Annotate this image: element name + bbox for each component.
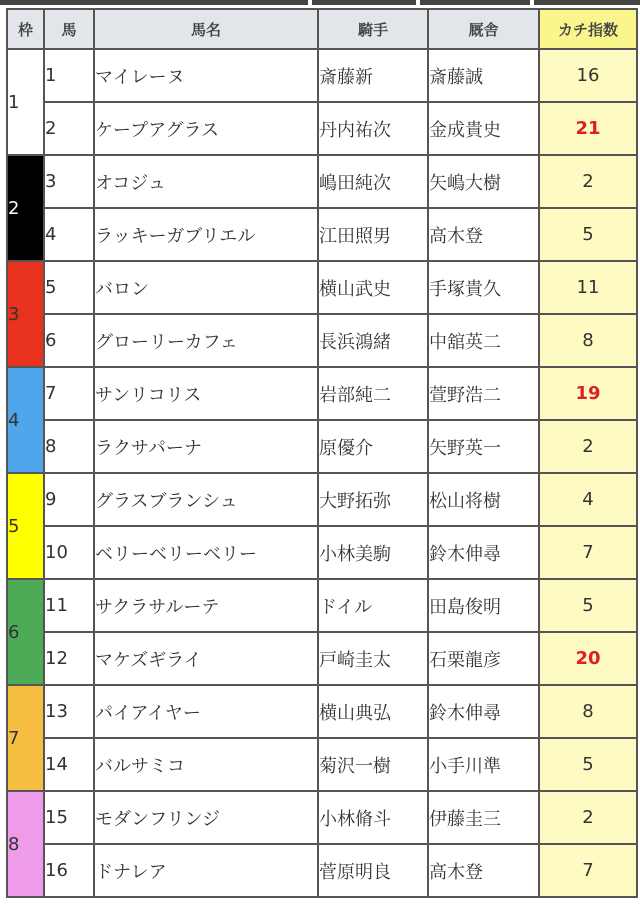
table-row[interactable]: [7, 208, 637, 261]
horse-name: ベリーベリーベリー: [94, 526, 318, 579]
frame-cell: 4: [7, 367, 44, 473]
table-row[interactable]: [7, 473, 637, 526]
kachi-index-value: 19: [539, 367, 637, 420]
trainer-name: 高木登: [428, 208, 539, 261]
table-row[interactable]: [7, 102, 637, 155]
table-row[interactable]: [7, 420, 637, 473]
trainer-name: 鈴木伸尋: [428, 526, 539, 579]
horse-number: 9: [44, 473, 94, 526]
table-row[interactable]: [7, 314, 637, 367]
table-row[interactable]: [7, 632, 637, 685]
jockey-name: 戸崎圭太: [318, 632, 428, 685]
horse-number: 4: [44, 208, 94, 261]
horse-name: オコジュ: [94, 155, 318, 208]
horse-number: 1: [44, 49, 94, 102]
kachi-index-value: 7: [539, 844, 637, 897]
header-kachi-index: カチ指数: [539, 9, 637, 49]
horse-name: サンリコリス: [94, 367, 318, 420]
kachi-index-value: 2: [539, 791, 637, 844]
table-row[interactable]: [7, 155, 637, 208]
top-divider: [0, 0, 640, 8]
jockey-name: 小林脩斗: [318, 791, 428, 844]
header-trainer: 厩舎: [428, 9, 539, 49]
horse-number: 5: [44, 261, 94, 314]
horse-name: ラッキーガブリエル: [94, 208, 318, 261]
horse-name: グローリーカフェ: [94, 314, 318, 367]
jockey-name: ドイル: [318, 579, 428, 632]
jockey-name: 菅原明良: [318, 844, 428, 897]
kachi-index-value: 16: [539, 49, 637, 102]
kachi-index-value: 5: [539, 738, 637, 791]
jockey-name: 丹内祐次: [318, 102, 428, 155]
kachi-index-value: 8: [539, 314, 637, 367]
jockey-name: 横山典弘: [318, 685, 428, 738]
horse-number: 10: [44, 526, 94, 579]
trainer-name: 萱野浩二: [428, 367, 539, 420]
jockey-name: 長浜鴻緒: [318, 314, 428, 367]
kachi-index-value: 8: [539, 685, 637, 738]
trainer-name: 手塚貴久: [428, 261, 539, 314]
horse-name: バロン: [94, 261, 318, 314]
horse-number: 7: [44, 367, 94, 420]
horse-name: マイレーヌ: [94, 49, 318, 102]
kachi-index-value: 20: [539, 632, 637, 685]
horse-name: グラスブランシュ: [94, 473, 318, 526]
trainer-name: 小手川準: [428, 738, 539, 791]
jockey-name: 岩部純二: [318, 367, 428, 420]
trainer-name: 伊藤圭三: [428, 791, 539, 844]
frame-cell: 6: [7, 579, 44, 685]
frame-cell: 5: [7, 473, 44, 579]
frame-cell: 7: [7, 685, 44, 791]
jockey-name: 江田照男: [318, 208, 428, 261]
table-row[interactable]: [7, 367, 637, 420]
horse-number: 11: [44, 579, 94, 632]
header-horse-name: 馬名: [94, 9, 318, 49]
table-row[interactable]: [7, 261, 637, 314]
horse-name: マケズギライ: [94, 632, 318, 685]
trainer-name: 矢嶋大樹: [428, 155, 539, 208]
frame-cell: 1: [7, 49, 44, 155]
header-jockey: 騎手: [318, 9, 428, 49]
kachi-index-value: 5: [539, 579, 637, 632]
jockey-name: 小林美駒: [318, 526, 428, 579]
jockey-name: 横山武史: [318, 261, 428, 314]
horse-number: 14: [44, 738, 94, 791]
trainer-name: 鈴木伸尋: [428, 685, 539, 738]
horse-number: 15: [44, 791, 94, 844]
horse-number: 8: [44, 420, 94, 473]
trainer-name: 斎藤誠: [428, 49, 539, 102]
horse-name: パイアイヤー: [94, 685, 318, 738]
table-header-row: [7, 9, 637, 49]
table-row[interactable]: [7, 791, 637, 844]
horse-name: バルサミコ: [94, 738, 318, 791]
frame-cell: 2: [7, 155, 44, 261]
jockey-name: 大野拓弥: [318, 473, 428, 526]
table-row[interactable]: [7, 579, 637, 632]
horse-name: ドナレア: [94, 844, 318, 897]
kachi-index-value: 2: [539, 155, 637, 208]
race-entry-table: [6, 8, 638, 898]
kachi-index-value: 21: [539, 102, 637, 155]
entry-rows: [7, 49, 637, 897]
horse-number: 3: [44, 155, 94, 208]
table-row[interactable]: [7, 49, 637, 102]
horse-name: ケープアグラス: [94, 102, 318, 155]
frame-cell: 8: [7, 791, 44, 897]
jockey-name: 原優介: [318, 420, 428, 473]
table-row[interactable]: [7, 526, 637, 579]
trainer-name: 石栗龍彦: [428, 632, 539, 685]
trainer-name: 金成貴史: [428, 102, 539, 155]
trainer-name: 高木登: [428, 844, 539, 897]
trainer-name: 田島俊明: [428, 579, 539, 632]
kachi-index-value: 11: [539, 261, 637, 314]
kachi-index-value: 4: [539, 473, 637, 526]
header-umaban: 馬: [44, 9, 94, 49]
table-row[interactable]: [7, 685, 637, 738]
trainer-name: 松山将樹: [428, 473, 539, 526]
frame-cell: 3: [7, 261, 44, 367]
table-row[interactable]: [7, 844, 637, 897]
header-waku: 枠: [7, 9, 44, 49]
horse-number: 16: [44, 844, 94, 897]
horse-number: 13: [44, 685, 94, 738]
trainer-name: 中舘英二: [428, 314, 539, 367]
horse-name: モダンフリンジ: [94, 791, 318, 844]
jockey-name: 嶋田純次: [318, 155, 428, 208]
kachi-index-value: 7: [539, 526, 637, 579]
jockey-name: 斎藤新: [318, 49, 428, 102]
horse-name: サクラサルーテ: [94, 579, 318, 632]
kachi-index-value: 2: [539, 420, 637, 473]
horse-name: ラクサパーナ: [94, 420, 318, 473]
kachi-index-value: 5: [539, 208, 637, 261]
table-row[interactable]: [7, 738, 637, 791]
horse-number: 12: [44, 632, 94, 685]
trainer-name: 矢野英一: [428, 420, 539, 473]
horse-number: 2: [44, 102, 94, 155]
jockey-name: 菊沢一樹: [318, 738, 428, 791]
horse-number: 6: [44, 314, 94, 367]
